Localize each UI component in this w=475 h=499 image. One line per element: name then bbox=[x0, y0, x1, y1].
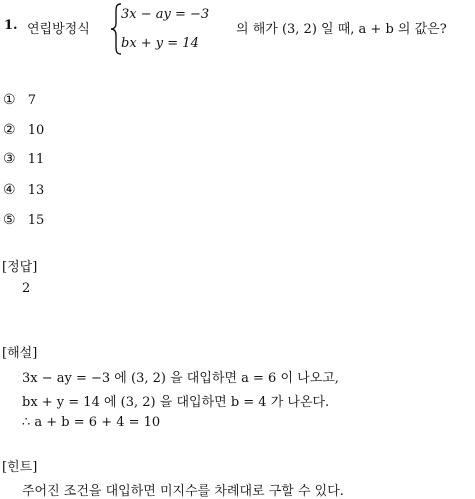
option-mark: ② bbox=[3, 122, 16, 138]
option-mark: ③ bbox=[3, 151, 16, 167]
option-value: 11 bbox=[27, 152, 45, 167]
explanation-label: [해설] bbox=[2, 346, 38, 361]
option-value: 13 bbox=[27, 183, 45, 198]
option-mark: ① bbox=[3, 92, 16, 108]
explanation-line-3: ∴ a + b = 6 + 4 = 10 bbox=[22, 415, 161, 430]
option-mark: ⑤ bbox=[3, 212, 16, 228]
option-mark: ④ bbox=[3, 182, 16, 198]
option-3[interactable] bbox=[3, 151, 44, 167]
answer-label: [정답] bbox=[2, 260, 38, 275]
question-suffix: 의 해가 (3, 2) 일 때, a + b 의 값은? bbox=[236, 22, 447, 37]
hint-label: [힌트] bbox=[2, 460, 38, 475]
hint-text: 주어진 조건을 대입하면 미지수를 차례대로 구할 수 있다. bbox=[22, 484, 344, 499]
option-1[interactable] bbox=[3, 92, 36, 108]
equation-2: bx + y = 14 bbox=[121, 36, 199, 51]
question-number: 1. bbox=[4, 18, 18, 33]
question-prefix: 연립방정식 bbox=[27, 22, 90, 37]
option-4[interactable] bbox=[3, 182, 44, 198]
option-value: 10 bbox=[27, 123, 45, 138]
explanation-line-2: bx + y = 14 에 (3, 2) 을 대입하면 b = 4 가 나온다. bbox=[22, 395, 330, 410]
option-value: 15 bbox=[27, 213, 45, 228]
equation-1: 3x − ay = −3 bbox=[121, 7, 210, 22]
option-2[interactable] bbox=[3, 122, 44, 138]
option-5[interactable] bbox=[3, 212, 44, 228]
option-value: 7 bbox=[27, 93, 36, 108]
explanation-line-1: 3x − ay = −3 에 (3, 2) 을 대입하면 a = 6 이 나오고, bbox=[22, 371, 339, 386]
answer-value: 2 bbox=[22, 281, 31, 296]
